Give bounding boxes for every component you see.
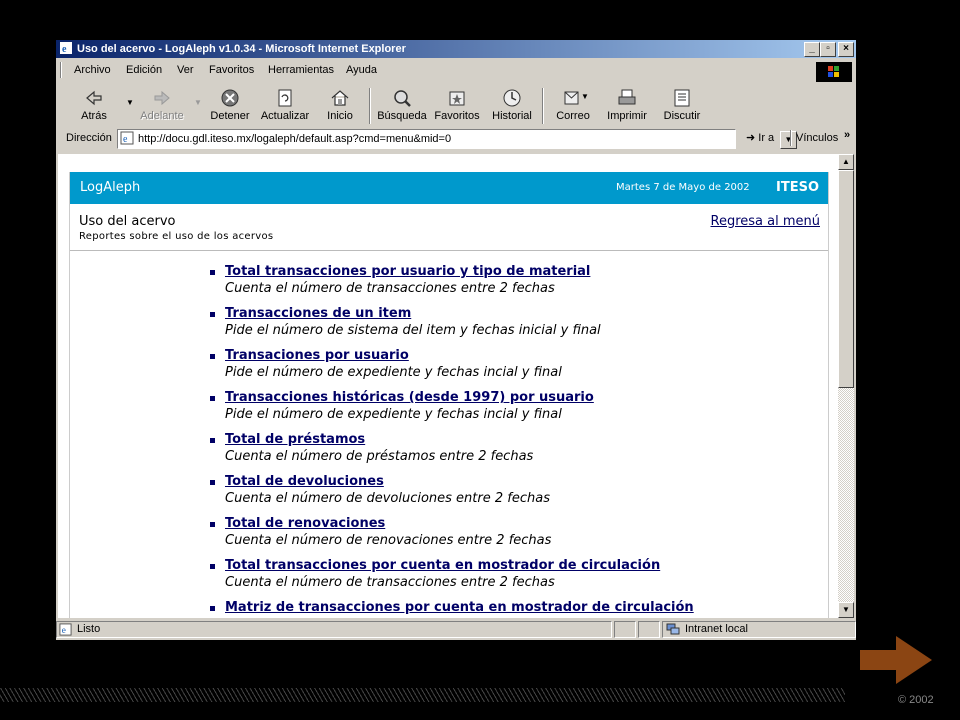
favorites-icon bbox=[447, 88, 467, 108]
bullet-icon bbox=[210, 312, 215, 317]
go-button[interactable] bbox=[746, 131, 774, 144]
report-description: Cuenta el número de transacciones entre 2 fechas bbox=[225, 575, 555, 590]
links-button[interactable]: Vínculos bbox=[796, 132, 839, 144]
home-label: Inicio bbox=[327, 110, 353, 122]
toolbar-grip[interactable] bbox=[60, 62, 62, 78]
report-link[interactable]: Total de préstamos bbox=[225, 432, 366, 447]
windows-logo-icon bbox=[816, 62, 852, 82]
toolbar-separator bbox=[542, 88, 544, 124]
list-item bbox=[210, 390, 810, 432]
mail-dropdown-icon[interactable]: ▼ bbox=[581, 92, 589, 101]
go-label: Ir a bbox=[758, 132, 775, 144]
page-content bbox=[58, 154, 838, 618]
list-item bbox=[210, 558, 810, 600]
report-description: Cuenta el número de préstamos entre 2 fechas bbox=[225, 449, 534, 464]
page-subtitle: Reportes sobre el uso de los acervos bbox=[79, 231, 274, 242]
list-item bbox=[210, 306, 810, 348]
search-icon bbox=[392, 88, 412, 108]
go-icon: ➜ bbox=[746, 132, 756, 144]
search-label: Búsqueda bbox=[377, 110, 427, 122]
toolbar-separator bbox=[790, 130, 792, 146]
menu-edicion[interactable]: Edición bbox=[126, 64, 163, 76]
list-item bbox=[210, 516, 810, 558]
bullet-icon bbox=[210, 480, 215, 485]
minimize-button[interactable]: _ bbox=[804, 42, 820, 57]
brand-name: LogAleph bbox=[80, 180, 141, 195]
forward-label: Adelante bbox=[140, 110, 184, 122]
refresh-label: Actualizar bbox=[260, 110, 310, 122]
chevron-icon[interactable]: » bbox=[844, 129, 851, 141]
bullet-icon bbox=[210, 438, 215, 443]
favorites-button[interactable] bbox=[429, 84, 485, 128]
copyright: © 2002 bbox=[898, 694, 934, 706]
vertical-scrollbar[interactable] bbox=[838, 154, 854, 618]
menu-herramientas[interactable]: Herramientas bbox=[268, 64, 335, 76]
window-title: Uso del acervo - LogAleph v1.0.34 - Microsoft Internet Explorer bbox=[77, 43, 406, 55]
stop-label: Detener bbox=[210, 110, 250, 122]
status-zone bbox=[662, 621, 856, 638]
report-description: Cuenta el número de devoluciones entre 2 fechas bbox=[225, 491, 550, 506]
close-button[interactable]: × bbox=[838, 42, 854, 57]
bullet-icon bbox=[210, 606, 215, 611]
back-arrow-icon bbox=[84, 88, 104, 108]
report-link[interactable]: Matriz de transacciones por cuenta en mostrador de circulación bbox=[225, 600, 694, 615]
page-header bbox=[70, 172, 828, 204]
refresh-button[interactable] bbox=[257, 84, 313, 128]
report-description: Pide el número de expediente y fechas incial y final bbox=[225, 407, 562, 422]
svg-text:e: e bbox=[61, 626, 66, 636]
refresh-icon bbox=[275, 88, 295, 108]
standard-toolbar bbox=[56, 84, 856, 128]
browser-window bbox=[56, 40, 856, 640]
bullet-icon bbox=[210, 270, 215, 275]
menu-favoritos[interactable]: Favoritos bbox=[209, 64, 255, 76]
mail-label: Correo bbox=[556, 110, 590, 122]
search-button[interactable] bbox=[374, 84, 430, 128]
history-button[interactable] bbox=[484, 84, 540, 128]
print-button[interactable] bbox=[599, 84, 655, 128]
scroll-up-icon[interactable]: ▲ bbox=[838, 154, 854, 170]
status-text: Listo bbox=[77, 623, 101, 635]
favorites-label: Favoritos bbox=[434, 110, 480, 122]
scroll-thumb[interactable] bbox=[838, 170, 854, 388]
restore-button[interactable]: ▫ bbox=[820, 42, 836, 57]
zone-text: Intranet local bbox=[685, 623, 748, 635]
bullet-icon bbox=[210, 396, 215, 401]
back-to-menu-link[interactable]: Regresa al menú bbox=[710, 214, 820, 229]
report-link[interactable]: Transacciones históricas (desde 1997) por usuario bbox=[225, 390, 594, 405]
discuss-button[interactable] bbox=[654, 84, 710, 128]
scroll-down-icon[interactable]: ▼ bbox=[838, 602, 854, 618]
title-bar[interactable] bbox=[56, 40, 856, 58]
list-item bbox=[210, 474, 810, 516]
address-dropdown-icon[interactable]: ▼ bbox=[780, 131, 797, 149]
bullet-icon bbox=[210, 564, 215, 569]
page-icon bbox=[59, 623, 72, 636]
stop-button[interactable] bbox=[202, 84, 258, 128]
toolbar-separator bbox=[369, 88, 371, 124]
svg-text:e: e bbox=[62, 44, 67, 55]
intranet-icon bbox=[666, 623, 680, 636]
forward-button[interactable] bbox=[134, 84, 190, 128]
status-cell bbox=[614, 621, 636, 638]
list-item bbox=[210, 264, 810, 306]
menu-ver[interactable]: Ver bbox=[177, 64, 194, 76]
menu-ayuda[interactable]: Ayuda bbox=[346, 64, 377, 76]
back-label: Atrás bbox=[81, 110, 107, 122]
report-description: Pide el número de sistema del item y fechas inicial y final bbox=[225, 323, 601, 338]
address-url: http://docu.gdl.iteso.mx/logaleph/default.asp?cmd=menu&mid=0 bbox=[138, 133, 452, 145]
back-button[interactable] bbox=[66, 84, 122, 128]
report-link[interactable]: Total transacciones por cuenta en mostrador de circulación bbox=[225, 558, 661, 573]
history-icon bbox=[502, 88, 522, 108]
next-slide-arrow-icon[interactable] bbox=[856, 630, 936, 690]
status-bar bbox=[56, 620, 856, 638]
mail-button[interactable] bbox=[545, 84, 601, 128]
stop-icon bbox=[220, 88, 240, 108]
forward-dropdown-icon[interactable]: ▼ bbox=[194, 98, 202, 107]
print-icon bbox=[617, 88, 637, 108]
status-main bbox=[56, 621, 612, 638]
forward-arrow-icon bbox=[152, 88, 172, 108]
logaleph-page bbox=[69, 172, 829, 618]
ie-icon bbox=[59, 41, 73, 55]
report-description: Pide el número de expediente y fechas incial y final bbox=[225, 365, 562, 380]
address-label: Dirección bbox=[66, 132, 112, 144]
back-dropdown-icon[interactable]: ▼ bbox=[126, 98, 134, 107]
print-label: Imprimir bbox=[607, 110, 647, 122]
list-item bbox=[210, 348, 810, 390]
mail-icon bbox=[563, 88, 583, 108]
discuss-icon bbox=[672, 88, 692, 108]
page-icon bbox=[120, 131, 134, 145]
bullet-icon bbox=[210, 522, 215, 527]
report-link[interactable]: Total de renovaciones bbox=[225, 516, 386, 531]
history-label: Historial bbox=[492, 110, 532, 122]
svg-text:e: e bbox=[123, 134, 128, 145]
report-link[interactable]: Transaciones por usuario bbox=[225, 348, 409, 363]
report-description: Cuenta el número de renovaciones entre 2 fechas bbox=[225, 533, 552, 548]
home-icon bbox=[330, 88, 350, 108]
menu-bar bbox=[56, 60, 856, 82]
discuss-label: Discutir bbox=[663, 110, 701, 122]
list-item bbox=[210, 432, 810, 474]
home-button[interactable] bbox=[312, 84, 368, 128]
report-link[interactable]: Total transacciones por usuario y tipo de material bbox=[225, 264, 591, 279]
page-title: Uso del acervo bbox=[79, 214, 176, 229]
report-link[interactable]: Transacciones de un item bbox=[225, 306, 412, 321]
org-name: ITESO bbox=[776, 180, 819, 195]
menu-archivo[interactable]: Archivo bbox=[74, 64, 111, 76]
decorative-stripe bbox=[0, 688, 845, 702]
report-link[interactable]: Total de devoluciones bbox=[225, 474, 384, 489]
status-cell bbox=[638, 621, 660, 638]
address-bar bbox=[56, 128, 856, 150]
list-item bbox=[210, 600, 810, 618]
report-description: Cuenta el número de transacciones entre 2 fechas bbox=[225, 281, 555, 296]
subheader bbox=[70, 204, 828, 251]
header-date: Martes 7 de Mayo de 2002 bbox=[616, 182, 750, 193]
bullet-icon bbox=[210, 354, 215, 359]
